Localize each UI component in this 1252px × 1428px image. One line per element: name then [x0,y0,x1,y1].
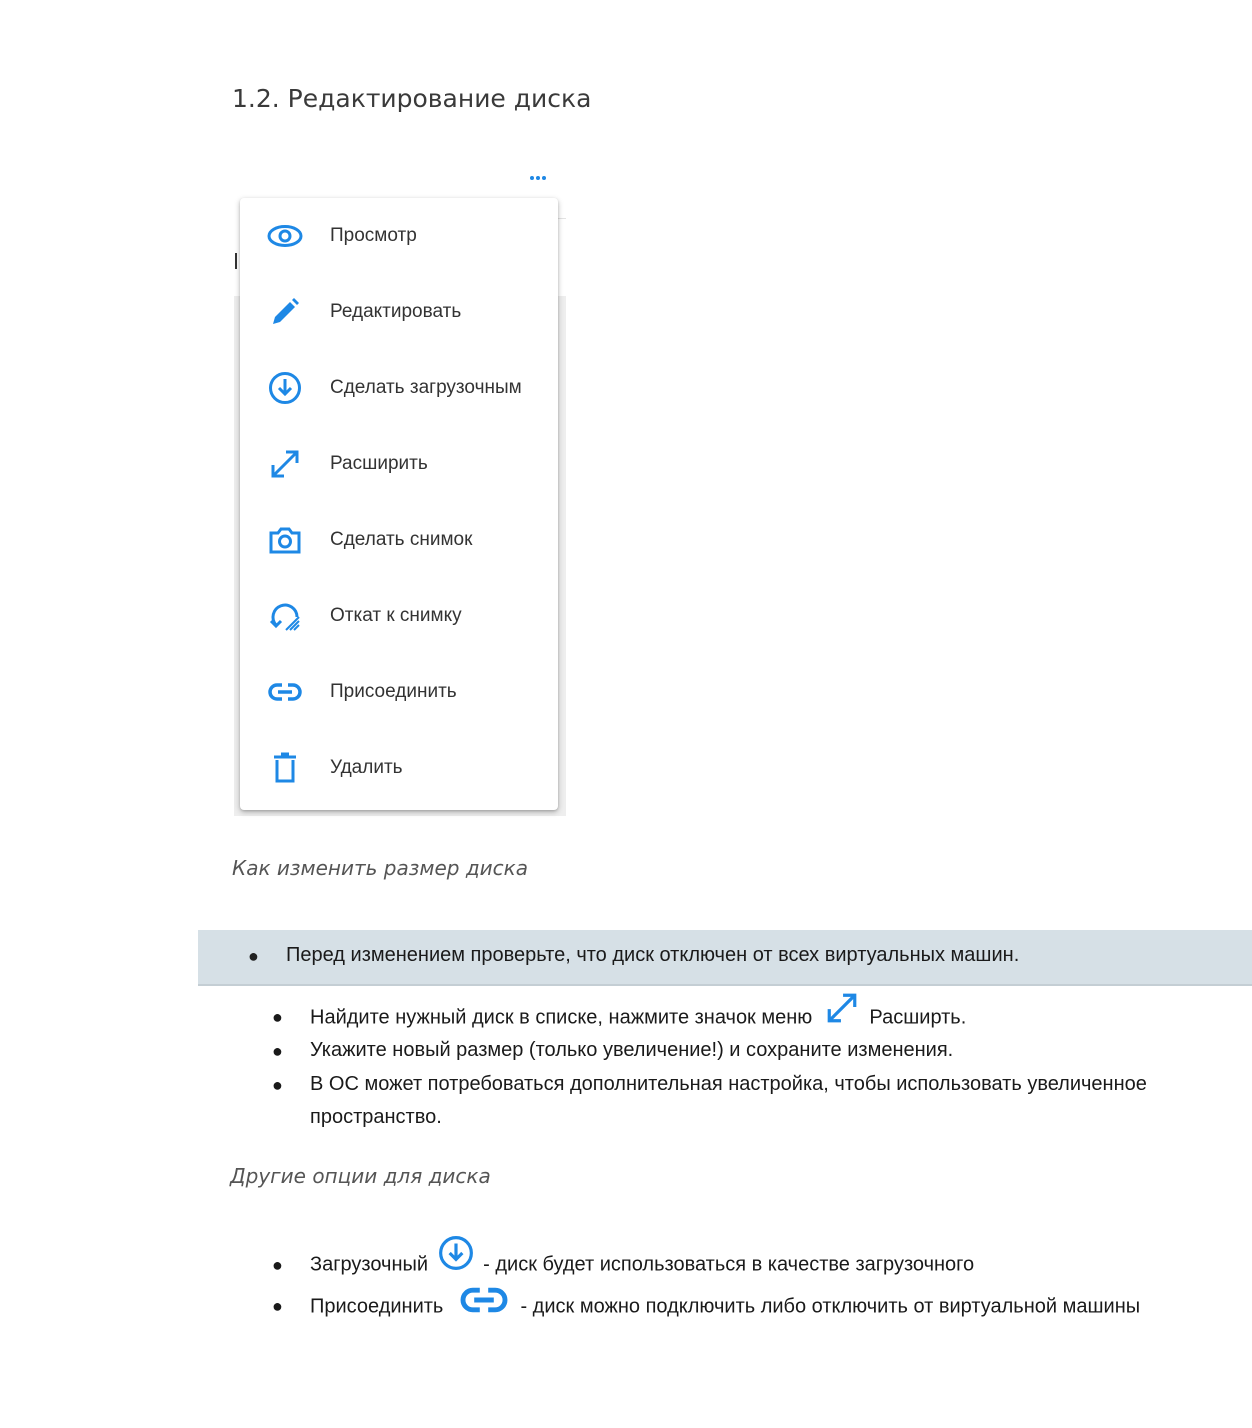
menu-item-rollback[interactable] [240,586,558,646]
step-text: В ОС может потребоваться дополнительная настройка, чтобы использовать увеличенное [310,1073,1147,1095]
step-text: Укажите новый размер (только увеличение!) и сохраните изменения. [310,1039,954,1061]
trash-icon [266,749,304,787]
dot-icon [536,176,540,180]
context-menu [240,198,558,810]
menu-item-edit[interactable] [240,282,558,342]
figure-caption: Другие опции для диска [230,1164,491,1188]
more-menu-button[interactable] [530,170,548,184]
link-icon [266,673,304,711]
bullet: ● [272,1041,283,1061]
step-text: пространство. [310,1106,442,1128]
menu-item-label: Откат к снимку [330,605,462,626]
list-item [272,1039,954,1062]
menu-item-label: Присоединить [330,681,457,702]
step-text: Найдите нужный диск в списке, нажмите значок меню [310,1006,813,1029]
list-item [272,1073,1147,1096]
pencil-icon [266,293,304,331]
menu-item-make-bootable[interactable] [240,358,558,418]
text-fragment [235,253,237,269]
bullet: ● [248,946,259,966]
menu-item-attach[interactable] [240,662,558,722]
option-label: Загрузочный [310,1253,429,1276]
section-heading: 1.2. Редактирование диска [232,84,592,113]
dot-icon [530,176,534,180]
menu-screenshot [234,160,566,820]
menu-item-label: Редактировать [330,301,462,322]
bullet: ● [272,1075,283,1095]
bullet: ● [272,1007,283,1027]
option-description: - диск можно подключить либо отключить от виртуальной машины [520,1295,1141,1318]
menu-item-label: Сделать снимок [330,529,473,550]
menu-item-label: Сделать загрузочным [330,377,522,398]
step-text: Расширть. [869,1006,967,1029]
menu-item-delete[interactable] [240,738,558,798]
note-text: Перед изменением проверьте, что диск отключен от всех виртуальных машин. [286,944,1020,966]
dot-icon [542,176,546,180]
list-item [272,1005,967,1031]
bullet: ● [272,1296,283,1316]
list-item [272,1294,1141,1320]
download-circle-icon [438,1235,474,1277]
link-icon [459,1286,509,1320]
figure-caption: Как изменить размер диска [232,856,528,880]
download-circle-icon [266,369,304,407]
option-description: - диск будет использоваться в качестве загрузочного [483,1253,975,1276]
list-item-continuation [310,1106,442,1129]
note-banner [198,930,1252,986]
expand-arrows-icon [824,991,860,1031]
eye-icon [266,217,304,255]
menu-item-label: Просмотр [330,225,417,246]
expand-arrows-icon [266,445,304,483]
list-item [272,1253,975,1277]
camera-icon [266,521,304,559]
menu-item-view[interactable] [240,206,558,266]
bullet: ● [272,1255,283,1275]
menu-item-snapshot[interactable] [240,510,558,570]
menu-item-expand[interactable] [240,434,558,494]
menu-item-label: Расширить [330,453,428,474]
menu-item-label: Удалить [330,757,403,778]
restore-snapshot-icon [266,597,304,635]
option-label: Присоединить [310,1295,444,1318]
